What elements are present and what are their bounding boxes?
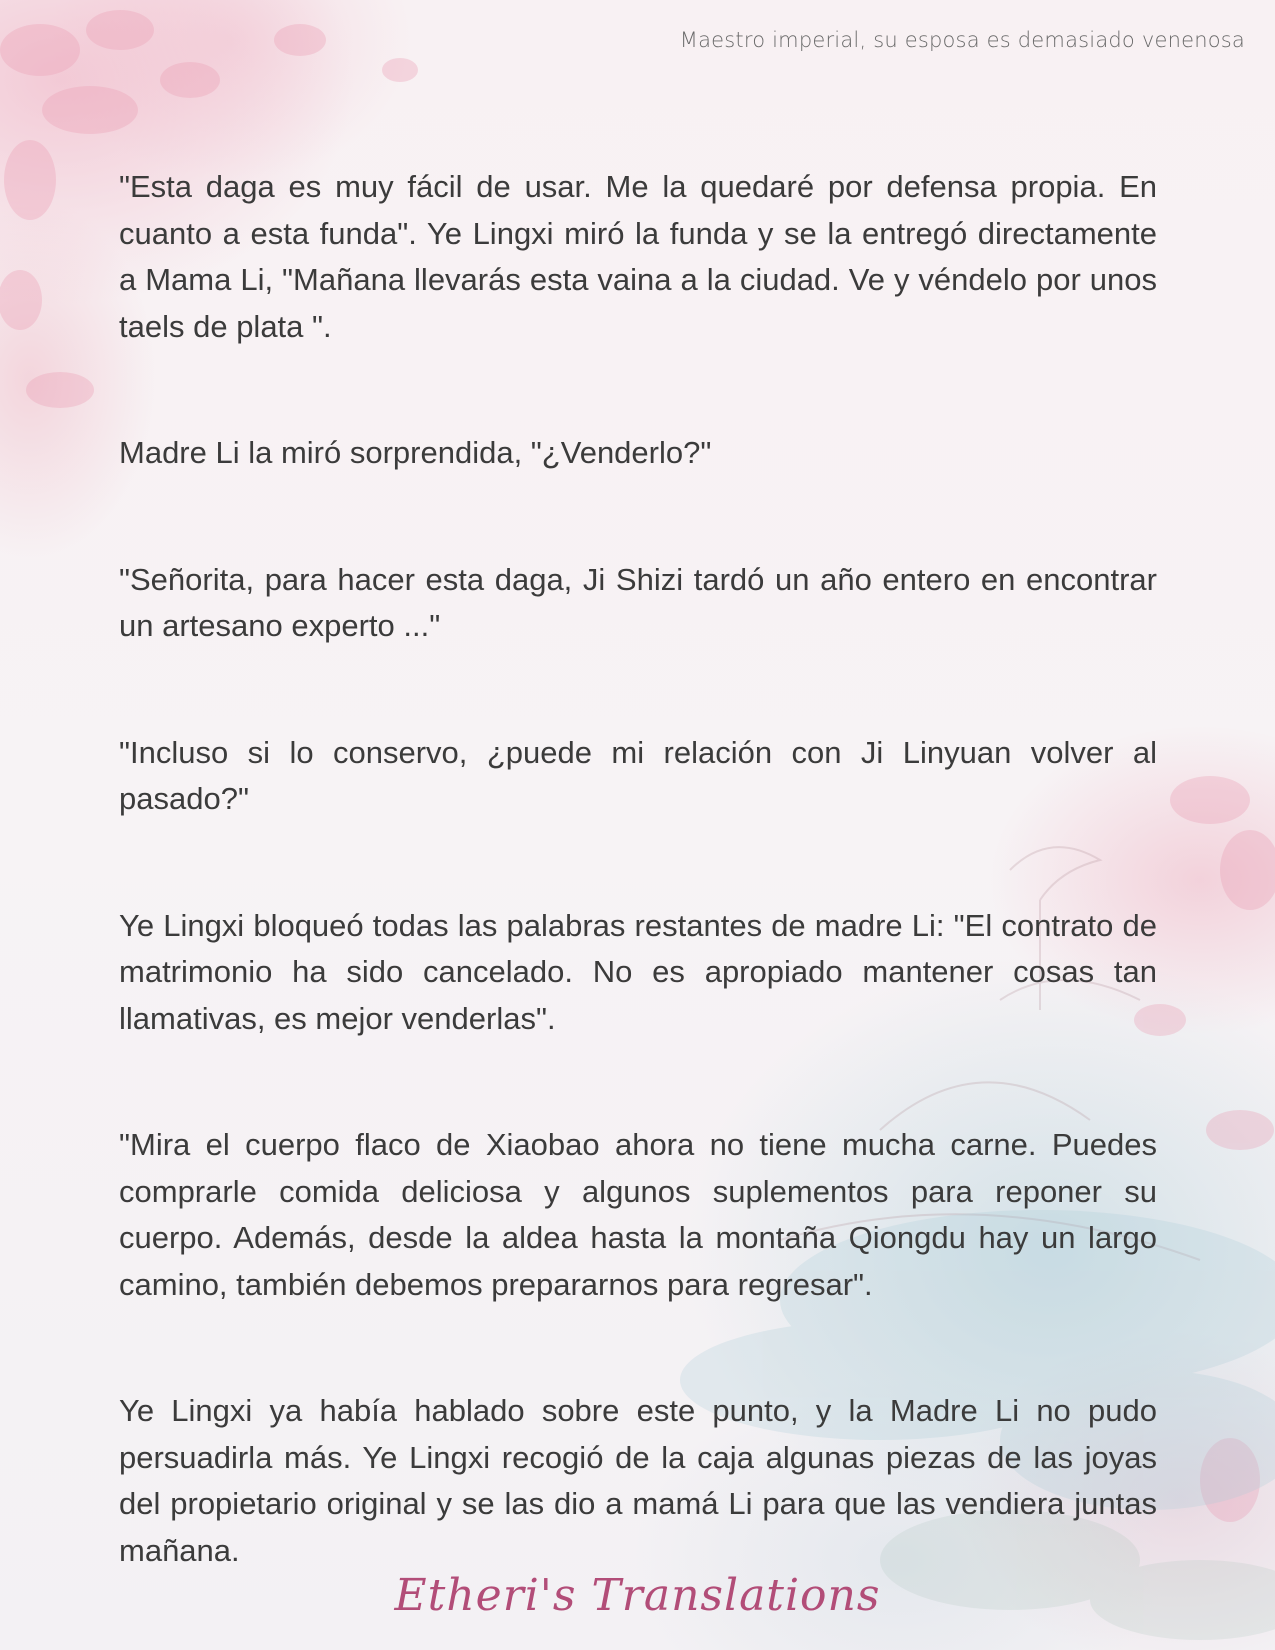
chapter-body: [119, 164, 1157, 1574]
paragraph: Ye Lingxi bloqueó todas las palabras restantes de madre Li: "El contrato de matrimonio ha sido cancelado. No es apropiado mantener cosas tan llamativas, es mejor venderlas".: [119, 907, 1157, 1036]
paragraph: "Esta daga es muy fácil de usar. Me la quedaré por defensa propia. En cuanto a esta funda". Ye Lingxi miró la funda y se la entregó directamente a Mama Li, "Mañana llevarás esta vaina a la ciudad. Ve y véndelo por unos taels de plata ".: [119, 169, 1157, 344]
paragraph: "Mira el cuerpo flaco de Xiaobao ahora no tiene mucha carne. Puedes comprarle comida deliciosa y algunos suplementos para reponer su cuerpo. Además, desde la aldea hasta la montaña Qiongdu hay un largo camino, también debemos prepararnos para regresar".: [119, 1127, 1157, 1302]
paragraph: "Señorita, para hacer esta daga, Ji Shizi tardó un año entero en encontrar un artesano experto ...": [119, 561, 1157, 643]
paragraph: "Incluso si lo conservo, ¿puede mi relación con Ji Linyuan volver al pasado?": [119, 734, 1157, 816]
translator-signature: Etheri's Translations: [394, 1570, 881, 1621]
paragraph: Madre Li la miró sorprendida, "¿Venderlo?": [119, 435, 712, 470]
paragraph: Ye Lingxi ya había hablado sobre este punto, y la Madre Li no pudo persuadirla más. Ye Lingxi recogió de la caja algunas piezas de las joyas del propietario original y se las dio a mamá Li para que las vendiera juntas mañana.: [119, 1393, 1157, 1568]
book-title-header: Maestro imperial, su esposa es demasiado venenosa: [679, 28, 1245, 52]
